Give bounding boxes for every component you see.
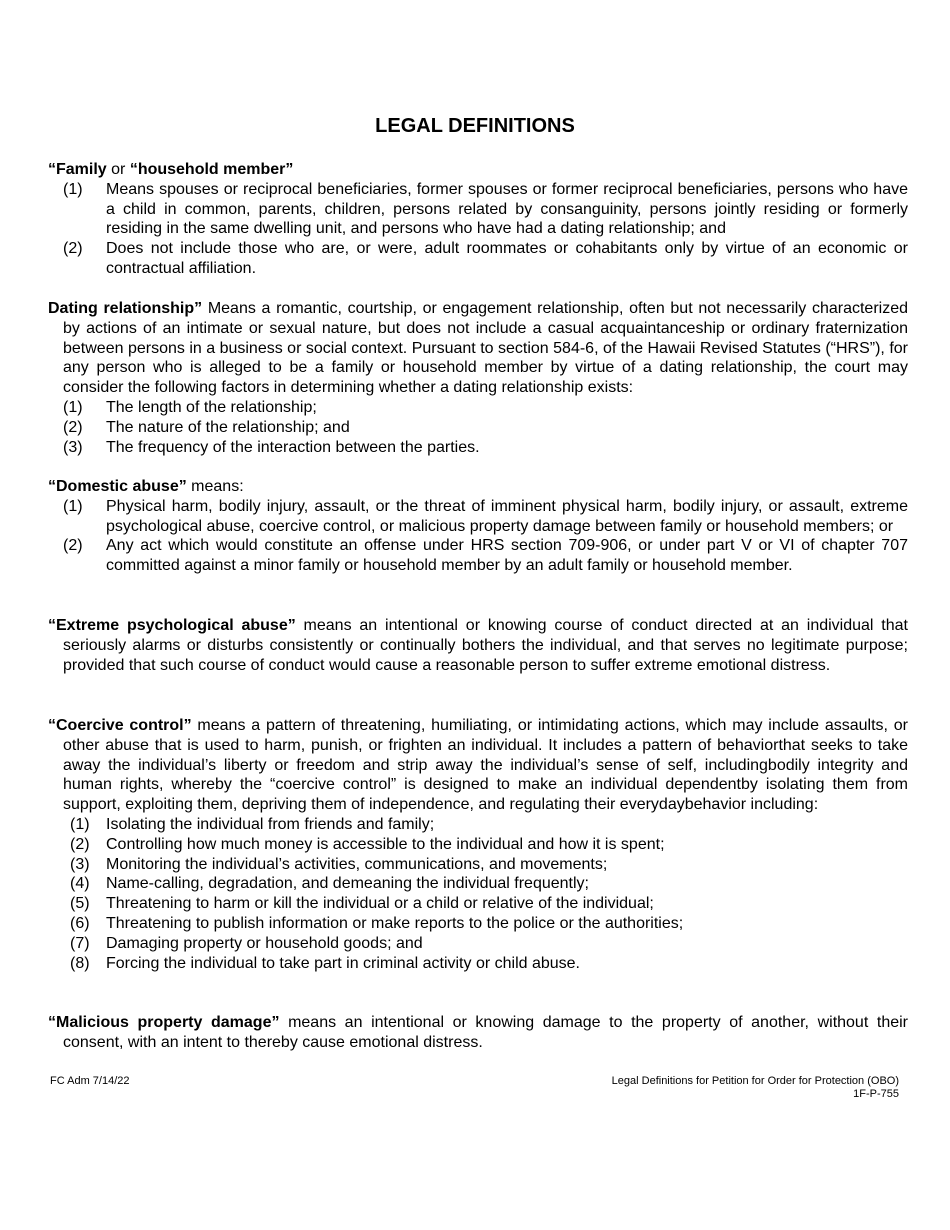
term-label: “Extreme psychological abuse”: [48, 617, 296, 634]
list-item: [48, 239, 908, 279]
term-label: “Domestic abuse”: [48, 478, 187, 495]
definition-text: means an intentional or knowing damage to the property of another, without their consent, with an intent to thereby cause emotional distress.: [63, 1014, 908, 1051]
item-text: Name-calling, degradation, and demeaning the individual frequently;: [106, 875, 589, 893]
list-item: [48, 914, 908, 934]
term-label: “Family: [48, 161, 107, 178]
term-label: “Malicious property damage”: [48, 1014, 280, 1031]
definition-text: Means a romantic, courtship, or engagement relationship, often but not necessarily characterized by actions of an intimate or sexual nature, but does not include a casual acquaintanceship or ordinary fraternization between persons in a business or social context. Pursuant to section 584-6, of the Hawaii Revised Statutes (“HRS”), for any person who is alleged to be a family or household member by virtue of a dating relationship, the court may consider the following factors in determining whether a dating relationship exists:: [63, 300, 908, 397]
item-number: (5): [70, 895, 90, 913]
definition-domestic-abuse: [48, 477, 908, 576]
item-text: Forcing the individual to take part in criminal activity or child abuse.: [106, 954, 580, 972]
item-number: (2): [63, 418, 83, 436]
item-text: Monitoring the individual’s activities, communications, and movements;: [106, 855, 608, 873]
definition-body: [48, 716, 908, 815]
list-item: [48, 418, 908, 438]
term-label: “household member”: [129, 161, 294, 178]
item-text: Any act which would constitute an offense under HRS section 709-906, or under part V or VI of chapter 707 committed against a minor family or household member by an adult family or household member.: [106, 537, 908, 575]
page-title: LEGAL DEFINITIONS: [375, 115, 575, 137]
item-text: Controlling how much money is accessible to the individual and how it is spent;: [106, 835, 665, 853]
list-item: [48, 438, 908, 458]
list-item: [48, 874, 908, 894]
item-text: Threatening to harm or kill the individual or a child or relative of the individual;: [106, 895, 654, 913]
list-item: [48, 855, 908, 875]
definition-family: [48, 160, 908, 279]
item-number: (2): [63, 537, 83, 555]
definition-coercive-control: [48, 716, 908, 973]
item-number: (3): [70, 855, 90, 873]
definition-text: means a pattern of threatening, humiliating, or intimidating actions, which may include assaults, or other abuse that is used to harm, punish, or frighten an individual. It includes a pattern of behaviorthat seeks to take away the individual’s liberty or freedom and strip away the individual’s sense of self, includingbodily integrity and human rights, whereby the “coercive control” is designed to make an individual dependentby isolating them from support, exploiting them, depriving them of independence, and regulating their everydaybehavior including:: [63, 717, 908, 814]
item-number: (8): [70, 954, 90, 972]
item-number: (4): [70, 875, 90, 893]
item-number: (1): [63, 180, 83, 198]
list-item: [48, 497, 908, 537]
definition-malicious-property-damage: [48, 1013, 908, 1053]
item-number: (6): [70, 914, 90, 932]
list-item: [48, 180, 908, 239]
term-label: “Coercive control”: [48, 717, 192, 734]
footer-form-date: FC Adm 7/14/22: [50, 1075, 130, 1087]
list-item: [48, 954, 908, 974]
definition-body: [48, 616, 908, 675]
item-number: (7): [70, 934, 90, 952]
definition-extreme-psychological-abuse: [48, 616, 908, 675]
definition-list: [48, 815, 908, 973]
item-number: (1): [63, 398, 83, 416]
item-text: Damaging property or household goods; and: [106, 934, 423, 952]
footer-form-number: 1F-P-755: [853, 1088, 899, 1100]
item-text: Physical harm, bodily injury, assault, or the threat of imminent physical harm, bodily injury, or assault, extreme psychological abuse, coercive control, or malicious property damage between family or household members; or: [106, 497, 908, 535]
term-connector: or: [106, 161, 130, 178]
definition-list: [48, 497, 908, 576]
item-text: Isolating the individual from friends and family;: [106, 815, 435, 833]
item-text: Threatening to publish information or make reports to the police or the authorities;: [106, 914, 684, 932]
list-item: [48, 398, 908, 418]
definition-list: [48, 398, 908, 457]
item-text: Does not include those who are, or were, adult roommates or cohabitants only by virtue of an economic or contractual affiliation.: [106, 240, 908, 277]
definition-dating-relationship: [48, 299, 908, 457]
item-number: (2): [63, 240, 83, 258]
item-number: (1): [70, 815, 90, 833]
definition-body: [48, 477, 908, 497]
list-item: [48, 835, 908, 855]
item-text: The frequency of the interaction between the parties.: [106, 438, 480, 456]
term-label: Dating relationship”: [48, 300, 203, 317]
definition-text: means:: [186, 478, 244, 495]
item-number: (2): [70, 835, 90, 853]
item-text: Means spouses or reciprocal beneficiaries, former spouses or former reciprocal beneficiaries, persons who have a child in common, parents, children, persons related by consanguinity, persons jointly residing or formerly residing in the same dwelling unit, and persons who have had a dating relationship; and: [106, 180, 908, 238]
footer-form-info: [612, 1075, 899, 1101]
item-number: (1): [63, 497, 83, 515]
definition-heading: [48, 160, 908, 180]
item-text: The length of the relationship;: [106, 398, 317, 416]
definition-text: means an intentional or knowing course of conduct directed at an individual that seriously alarms or disturbs consistently or continually bothers the individual, and that serves no legitimate purpose; provided that such course of conduct would cause a reasonable person to suffer extreme emotional distress.: [63, 617, 908, 674]
item-text: The nature of the relationship; and: [106, 418, 350, 436]
list-item: [48, 894, 908, 914]
list-item: [48, 815, 908, 835]
item-number: (3): [63, 438, 83, 456]
footer-form-title: Legal Definitions for Petition for Order for Protection (OBO): [611, 1075, 899, 1087]
list-item: [48, 934, 908, 954]
list-item: [48, 536, 908, 576]
definition-body: [48, 1013, 908, 1053]
definition-list: [48, 180, 908, 279]
definition-body: [48, 299, 908, 398]
